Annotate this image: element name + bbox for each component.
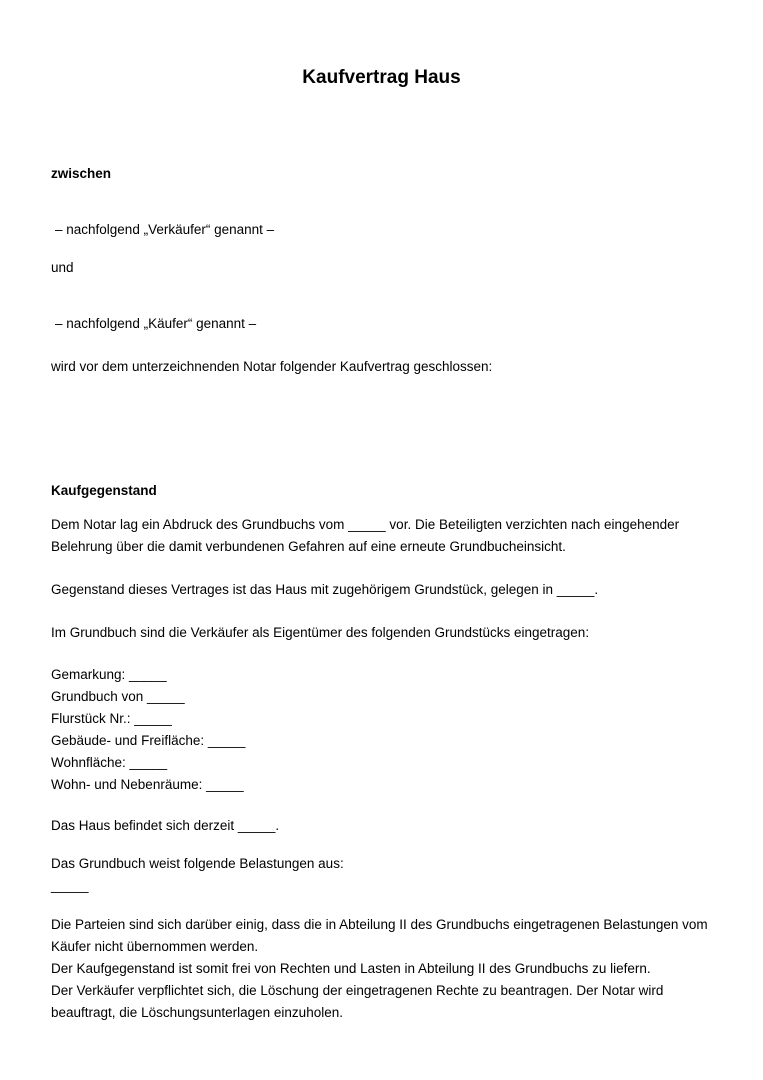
belastungen-blank-line: _____ xyxy=(51,878,89,893)
field-wohnflaeche: Wohnfläche: _____ xyxy=(51,755,168,770)
document-body xyxy=(0,163,763,1024)
paragraph-abteilung-ii-einigkeit: Die Parteien sind sich darüber einig, dass die in Abteilung II des Grundbuchs eingetragenen Belastungen vom Käufer nicht übernommen werden. xyxy=(51,917,708,954)
paragraph-grundbuch-abdruck: Dem Notar lag ein Abdruck des Grundbuchs vom _____ vor. Die Beteiligten verzichten nach eingehender Belehrung über die damit verbundenen Gefahren auf eine erneute Grundbucheinsicht. xyxy=(51,517,680,554)
paragraph-grundbuch-eigentuemer: Im Grundbuch sind die Verkäufer als Eigentümer des folgenden Grundstücks eingetragen: xyxy=(51,625,590,640)
paragraph-vertragsgegenstand: Gegenstand dieses Vertrages ist das Haus mit zugehörigem Grundstück, gelegen in _____. xyxy=(51,582,599,597)
parties-und-label: und xyxy=(51,260,74,275)
notary-clause: wird vor dem unterzeichnenden Notar folgender Kaufvertrag geschlossen: xyxy=(51,359,493,374)
seller-designation-clause: – nachfolgend „Verkäufer“ genannt – xyxy=(55,222,275,237)
paragraph-loeschung-verpflichtung: Der Verkäufer verpflichtet sich, die Löschung der eingetragenen Rechte zu beantragen. Der Notar wird beauftragt, die Löschungsunterlagen einzuholen. xyxy=(51,983,664,1020)
parties-zwischen-label: zwischen xyxy=(51,166,112,181)
section-heading-kaufgegenstand: Kaufgegenstand xyxy=(51,483,157,498)
field-wohn-nebenraeume: Wohn- und Nebenräume: _____ xyxy=(51,777,244,792)
field-gemarkung: Gemarkung: _____ xyxy=(51,667,167,682)
paragraph-haus-zustand: Das Haus befindet sich derzeit _____. xyxy=(51,818,280,833)
paragraph-belastungen: Das Grundbuch weist folgende Belastungen aus: xyxy=(51,856,344,871)
paragraph-frei-von-rechten: Der Kaufgegenstand ist somit frei von Rechten und Lasten in Abteilung II des Grundbuchs zu liefern. xyxy=(51,961,651,976)
field-flurstueck-nr: Flurstück Nr.: _____ xyxy=(51,711,172,726)
field-gebaeude-freiflaeche: Gebäude- und Freifläche: _____ xyxy=(51,733,246,748)
grundstueck-field-list xyxy=(51,664,712,796)
document-title: Kaufvertrag Haus xyxy=(302,67,461,88)
closing-paragraph-block xyxy=(51,914,712,1024)
field-grundbuch-von: Grundbuch von _____ xyxy=(51,689,185,704)
buyer-designation-clause: – nachfolgend „Käufer“ genannt – xyxy=(55,316,257,331)
